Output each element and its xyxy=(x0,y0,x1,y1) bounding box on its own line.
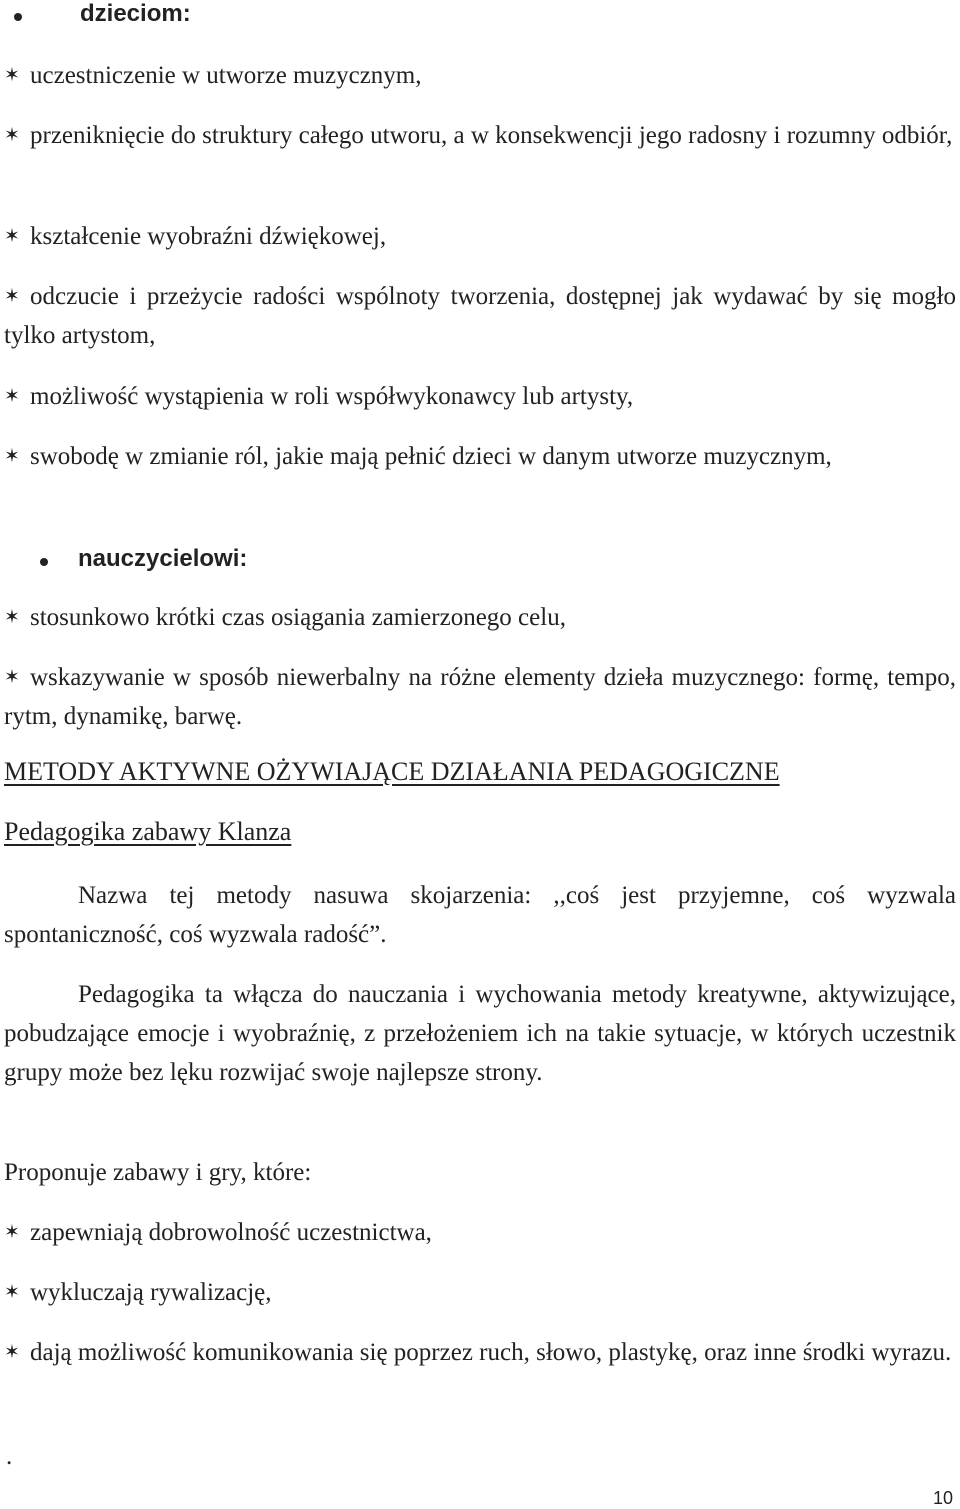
list-item: ✶ odczucie i przeżycie radości wspólnoty tworzenia, dostępnej jak wydawać by się mogło tylko artystom, xyxy=(4,277,956,355)
star-bullet-icon: ✶ xyxy=(4,1222,20,1243)
main-heading: METODY AKTYWNE OŻYWIAJĄCE DZIAŁANIA PEDAGOGICZNE xyxy=(4,757,780,786)
star-bullet-icon: ✶ xyxy=(4,226,20,247)
list-item: ✶ stosunkowo krótki czas osiągania zamierzonego celu, xyxy=(4,598,956,637)
bullet-dot xyxy=(40,558,48,566)
star-bullet-icon: ✶ xyxy=(4,607,20,628)
paragraph: Proponuje zabawy i gry, które: xyxy=(4,1159,312,1186)
star-bullet-icon: ✶ xyxy=(4,286,20,307)
star-bullet-icon: ✶ xyxy=(4,125,20,146)
paragraph: Pedagogika ta włącza do nauczania i wychowania metody kreatywne, aktywizujące, pobudzające emocje i wyobraźnię, z przełożeniem ich na takie sytuacje, w których uczestnik grupy może bez lęku rozwijać swoje najlepsze strony. xyxy=(4,981,956,1086)
section-heading-teacher: nauczycielowi: xyxy=(78,545,248,572)
list-item: ✶ kształcenie wyobraźni dźwiękowej, xyxy=(4,217,956,256)
list-item: ✶ uczestniczenie w utworze muzycznym, xyxy=(4,56,956,95)
list-item: ✶ możliwość wystąpienia w roli współwykonawcy lub artysty, xyxy=(4,377,956,416)
star-bullet-icon: ✶ xyxy=(4,65,20,86)
star-bullet-icon: ✶ xyxy=(4,667,20,688)
list-item: ✶ wskazywanie w sposób niewerbalny na różne elementy dzieła muzycznego: formę, tempo, rytm, dynamikę, barwę. xyxy=(4,658,956,736)
star-bullet-icon: ✶ xyxy=(4,1282,20,1303)
page-number: 10 xyxy=(933,1488,954,1508)
sub-heading: Pedagogika zabawy Klanza xyxy=(4,817,292,846)
star-bullet-icon: ✶ xyxy=(4,446,20,467)
paragraph: Nazwa tej metody nasuwa skojarzenia: ,,coś jest przyjemne, coś wyzwala spontaniczność, coś wyzwala radość”. xyxy=(4,882,956,948)
stray-period: . xyxy=(6,1443,13,1470)
list-item: ✶ przeniknięcie do struktury całego utworu, a w konsekwencji jego radosny i rozumny odbiór, xyxy=(4,116,956,155)
star-bullet-icon: ✶ xyxy=(4,386,20,407)
bullet-dot xyxy=(14,13,22,21)
list-item: ✶ swobodę w zmianie ról, jakie mają pełnić dzieci w danym utworze muzycznym, xyxy=(4,437,956,476)
list-item: ✶ wykluczają rywalizację, xyxy=(4,1273,956,1312)
list-item: ✶ dają możliwość komunikowania się poprzez ruch, słowo, plastykę, oraz inne środki wyrazu. xyxy=(4,1333,956,1372)
section-heading-children: dzieciom: xyxy=(80,0,191,27)
list-item: ✶ zapewniają dobrowolność uczestnictwa, xyxy=(4,1213,956,1252)
star-bullet-icon: ✶ xyxy=(4,1342,20,1363)
